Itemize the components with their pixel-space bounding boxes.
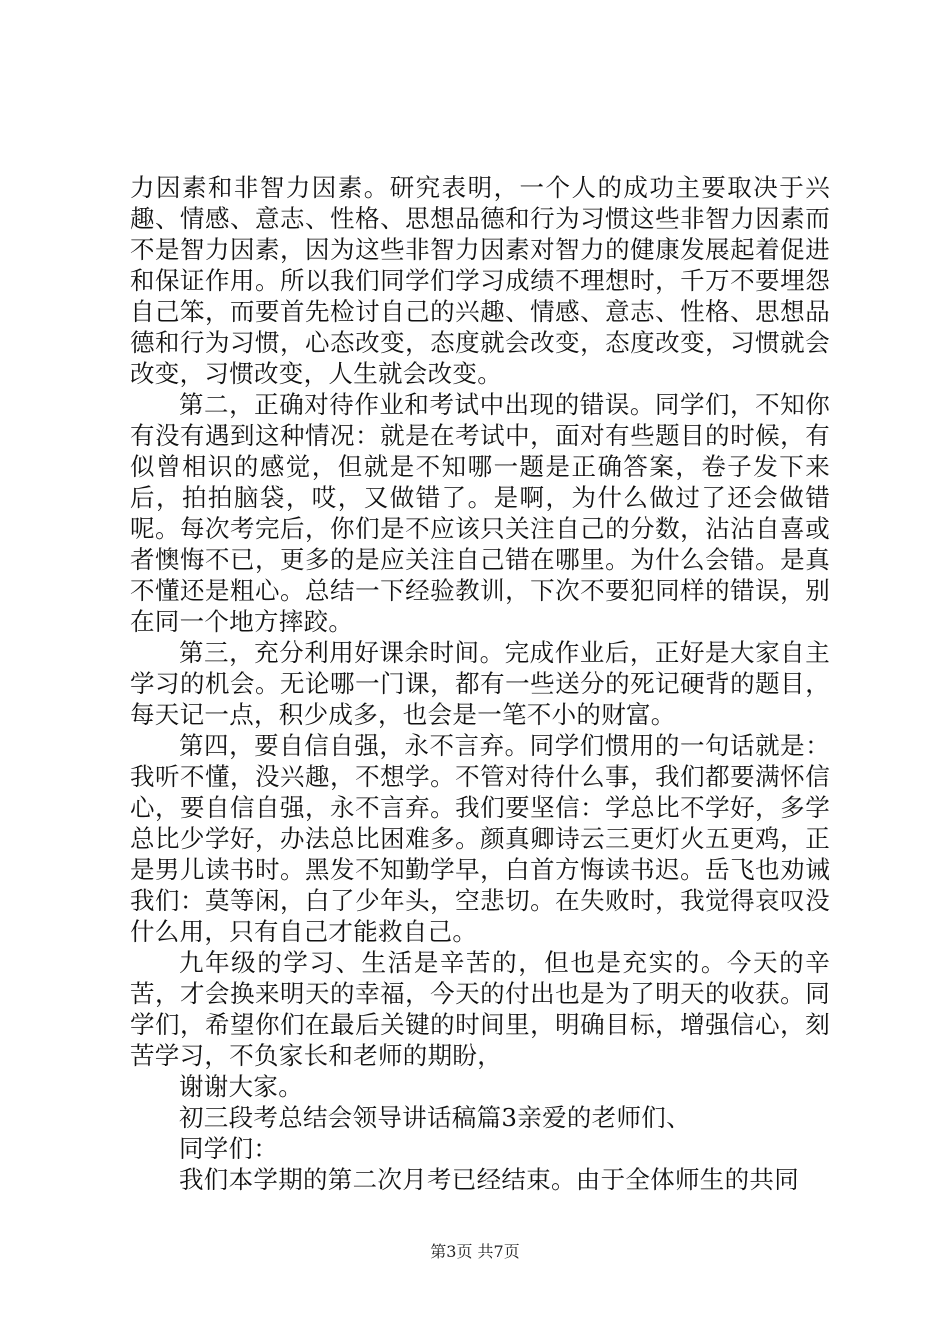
page-footer: 第3页 共7页 — [430, 1242, 520, 1261]
paragraph-second-point: 第二，正确对待作业和考试中出现的错误。同学们，不知你有没有遇到这种情况：就是在考试中，面对有些题目的时候，有似曾相识的感觉，但就是不知哪一题是正确答案，卷子发下来后，拍拍脑袋，哎，又做错了。是啊，为什么做过了还会做错呢。每次考完后，你们是不应该只关注自己的分数，沾沾自喜或者懊悔不已，更多的是应关注自己错在哪里。为什么会错。是真不懂还是粗心。总结一下经验教训，下次不要犯同样的错误，别在同一个地方摔跤。 — [130, 390, 830, 636]
paragraph-next-speech-title: 初三段考总结会领导讲话稿篇3亲爱的老师们、 — [179, 1103, 691, 1132]
paragraph-fourth-point: 第四，要自信自强，永不言弃。同学们惯用的一句话就是：我听不懂，没兴趣，不想学。不管对待什么事，我们都要满怀信心，要自信自强，永不言弃。我们要坚信：学总比不学好，多学总比少学好，办法总比困难多。颜真卿诗云三更灯火五更鸡，正是男儿读书时。黑发不知勤学早，白首方悔读书迟。岳飞也劝诫我们：莫等闲，白了少年头，空悲切。在失败时，我觉得哀叹没什么用，只有自己才能救自己。 — [130, 731, 830, 946]
paragraph-third-point: 第三，充分利用好课余时间。完成作业后，正好是大家自主学习的机会。无论哪一门课，都有一些送分的死记硬背的题目，每天记一点，积少成多，也会是一笔不小的财富。 — [130, 638, 830, 729]
paragraph-closing: 九年级的学习、生活是辛苦的，但也是充实的。今天的辛苦，才会换来明天的幸福，今天的付出也是为了明天的收获。同学们，希望你们在最后关键的时间里，明确目标，增强信心，刻苦学习，不负家长和老师的期盼， — [130, 948, 830, 1070]
paragraph-thanks: 谢谢大家。 — [179, 1072, 303, 1101]
paragraph-next-speech-opening: 我们本学期的第二次月考已经结束。由于全体师生的共同 — [179, 1165, 799, 1194]
paragraph-continued: 力因素和非智力因素。研究表明，一个人的成功主要取决于兴趣、情感、意志、性格、思想品德和行为习惯这些非智力因素而不是智力因素，因为这些非智力因素对智力的健康发展起着促进和保证作用。所以我们同学们学习成绩不理想时，千万不要埋怨自己笨，而要首先检讨自己的兴趣、情感、意志、性格、思想品德和行为习惯，心态改变，态度就会改变，态度改变，习惯就会改变，习惯改变，人生就会改变。 — [130, 173, 830, 388]
document-body — [130, 172, 830, 1195]
paragraph-salutation: 同学们： — [179, 1134, 279, 1163]
